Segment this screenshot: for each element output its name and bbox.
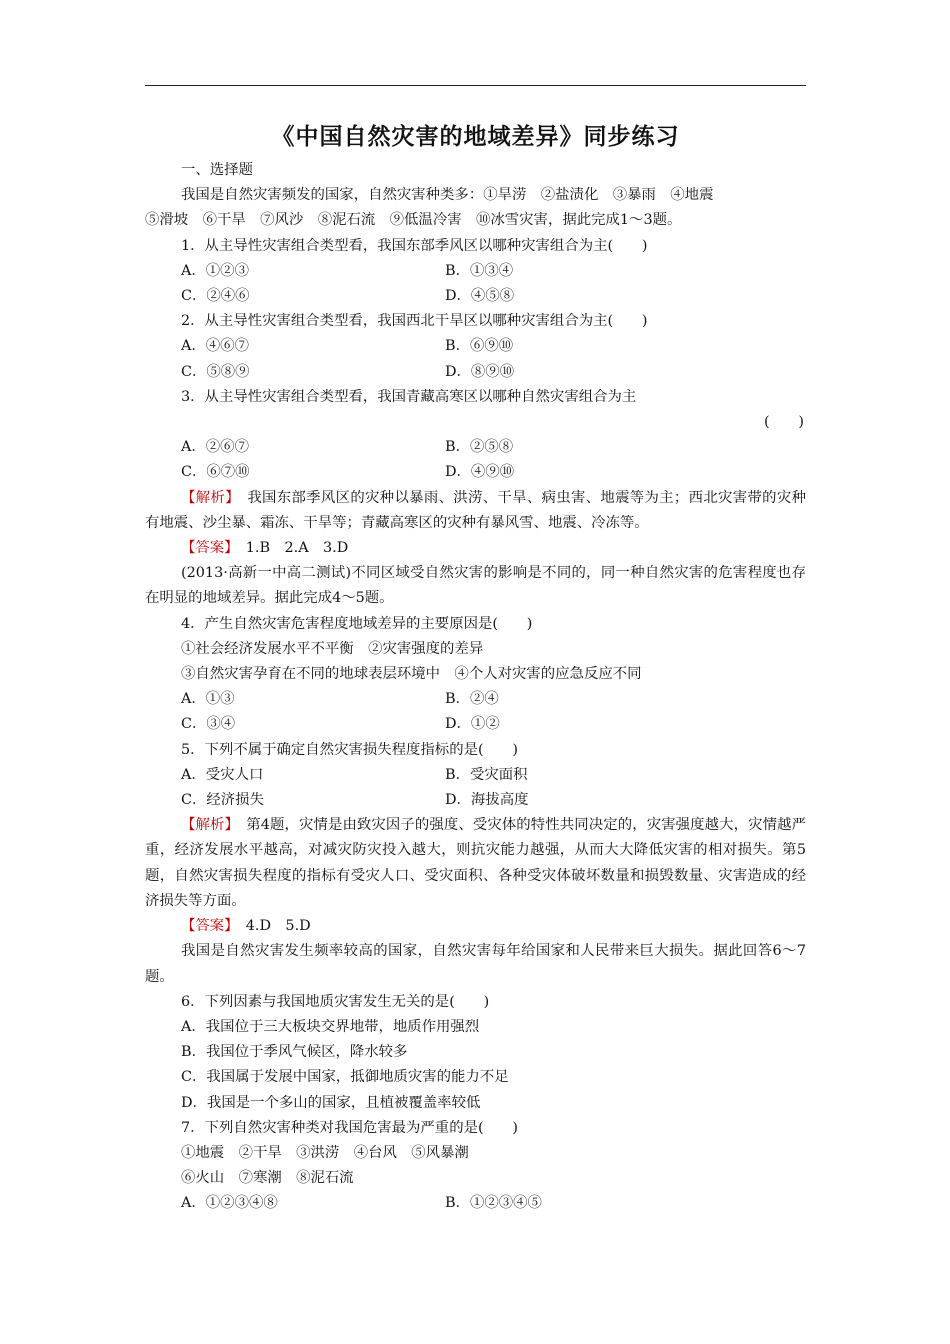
- option-a: A．①②③④⑧: [181, 1195, 278, 1212]
- question-6-stem: 6．下列因素与我国地质灾害发生无关的是( ): [181, 993, 490, 1010]
- answer-tag: 【答案】: [181, 918, 232, 935]
- page-title: 《中国自然灾害的地域差异》同步练习: [271, 123, 680, 150]
- option-c: C．②④⑥: [181, 288, 250, 305]
- question-3-options-cd: [145, 460, 806, 485]
- question-1-stem: 1．从主导性灾害组合类型看，我国东部季风区以哪种灾害组合为主( ): [181, 237, 648, 254]
- question-7-stem: 7．下列自然灾害种类对我国危害最为严重的是( ): [181, 1119, 518, 1136]
- option-a: A．④⑥⑦: [181, 338, 249, 355]
- option-b: B．①②③④⑤: [445, 1195, 542, 1212]
- question-2-options-cd: [145, 360, 806, 385]
- option-d: D．④⑤⑧: [445, 288, 515, 305]
- intro-paragraph-2: (2013·高新一中高二测试)不同区域受自然灾害的影响是不同的，同一种自然灾害的危害程度也存在明显的地域差异。据此完成4～5题。: [145, 565, 806, 607]
- answer-tag: 【答案】: [181, 540, 232, 557]
- question-3-paren: ( ): [763, 414, 804, 431]
- option-a: A．①③: [181, 691, 235, 708]
- analysis-text: 我国东部季风区的灾种以暴雨、洪涝、干旱、病虫害、地震等为主；西北灾害带的灾种有地震、沙尘暴、霜冻、干旱等；青藏高寒区的灾种有暴风雪、地震、冷冻等。: [145, 489, 806, 531]
- option-b: B．⑥⑨⑩: [445, 338, 514, 355]
- analysis-1: [145, 486, 806, 536]
- option-d: D．①②: [445, 716, 500, 733]
- analysis-text: 第4题，灾情是由致灾因子的强度、受灾体的特性共同决定的，灾害强度越大，灾情越严重，经济发展水平越高，对减灾防灾投入越大，则抗灾能力越强，从而大大降低灾害的相对损失。第5题，自然灾害损失程度的指标有受灾人口、受灾面积、各种受灾体破坏数量和损毁数量、灾害造成的经济损失等方面。: [145, 817, 806, 909]
- option-d: D．海拔高度: [445, 792, 529, 809]
- question-7-items-1: ①地震 ②干旱 ③洪涝 ④台风 ⑤风暴潮: [181, 1144, 469, 1161]
- option-c: C．⑥⑦⑩: [181, 464, 250, 481]
- option-d: D．我国是一个多山的国家，且植被覆盖率较低: [181, 1094, 481, 1111]
- question-4-stem: 4．产生自然灾害危害程度地域差异的主要原因是( ): [181, 615, 533, 632]
- answer-text: 1.B 2.A 3.D: [231, 540, 349, 557]
- question-4-items-2: ③自然灾害孕育在不同的地球表层环境中 ④个人对灾害的应急反应不同: [181, 666, 642, 683]
- option-c: C．经济损失: [181, 792, 264, 809]
- analysis-2: [145, 813, 806, 914]
- option-a: A．①②③: [181, 262, 249, 279]
- section-heading: 一、选择题: [181, 162, 253, 178]
- option-a: A．受灾人口: [181, 766, 264, 783]
- intro-paragraph-1-cont: ⑤滑坡 ⑥干旱 ⑦风沙 ⑧泥石流 ⑨低温冷害 ⑩冰雪灾害，据此完成1～3题。: [145, 212, 682, 229]
- option-d: D．⑧⑨⑩: [445, 363, 515, 380]
- option-b: B．②⑤⑧: [445, 439, 514, 456]
- option-a: A．②⑥⑦: [181, 439, 249, 456]
- option-b: B．受灾面积: [445, 766, 528, 783]
- question-5-options-ab: [145, 763, 806, 788]
- intro-paragraph-3: 我国是自然灾害发生频率较高的国家，自然灾害每年给国家和人民带来巨大损失。据此回答6～7题。: [145, 943, 806, 985]
- intro-paragraph-1: 我国是自然灾害频发的国家，自然灾害种类多：①旱涝 ②盐渍化 ③暴雨 ④地震: [181, 187, 714, 204]
- document-body: [145, 158, 806, 1217]
- header-rule: [145, 85, 806, 86]
- question-7-items-2: ⑥火山 ⑦寒潮 ⑧泥石流: [181, 1170, 354, 1187]
- answer-1: [145, 536, 806, 561]
- option-b: B．我国位于季风气候区，降水较多: [181, 1044, 408, 1061]
- answer-2: [145, 914, 806, 939]
- analysis-tag: 【解析】: [181, 489, 233, 506]
- option-d: D．④⑨⑩: [445, 464, 515, 481]
- question-5-options-cd: [145, 788, 806, 813]
- question-1-options-cd: [145, 284, 806, 309]
- option-c: C．我国属于发展中国家，抵御地质灾害的能力不足: [181, 1069, 509, 1086]
- option-a: A．我国位于三大板块交界地带，地质作用强烈: [181, 1018, 480, 1035]
- question-3-stem: 3．从主导性灾害组合类型看，我国青藏高寒区以哪种自然灾害组合为主: [181, 388, 637, 405]
- answer-text: 4.D 5.D: [231, 918, 311, 935]
- option-b: B．①③④: [445, 262, 514, 279]
- option-b: B．②④: [445, 691, 499, 708]
- question-4-options-cd: [145, 712, 806, 737]
- question-1-options-ab: [145, 259, 806, 284]
- option-c: C．⑤⑧⑨: [181, 363, 250, 380]
- question-4-options-ab: [145, 687, 806, 712]
- option-c: C．③④: [181, 716, 236, 733]
- question-2-stem: 2．从主导性灾害组合类型看，我国西北干旱区以哪种灾害组合为主( ): [181, 313, 648, 330]
- question-3-options-ab: [145, 435, 806, 460]
- question-5-stem: 5．下列不属于确定自然灾害损失程度指标的是( ): [181, 741, 518, 758]
- question-4-items-1: ①社会经济发展水平不平衡 ②灾害强度的差异: [181, 640, 484, 657]
- question-7-options-ab: [145, 1191, 806, 1216]
- analysis-tag: 【解析】: [181, 817, 232, 834]
- question-2-options-ab: [145, 334, 806, 359]
